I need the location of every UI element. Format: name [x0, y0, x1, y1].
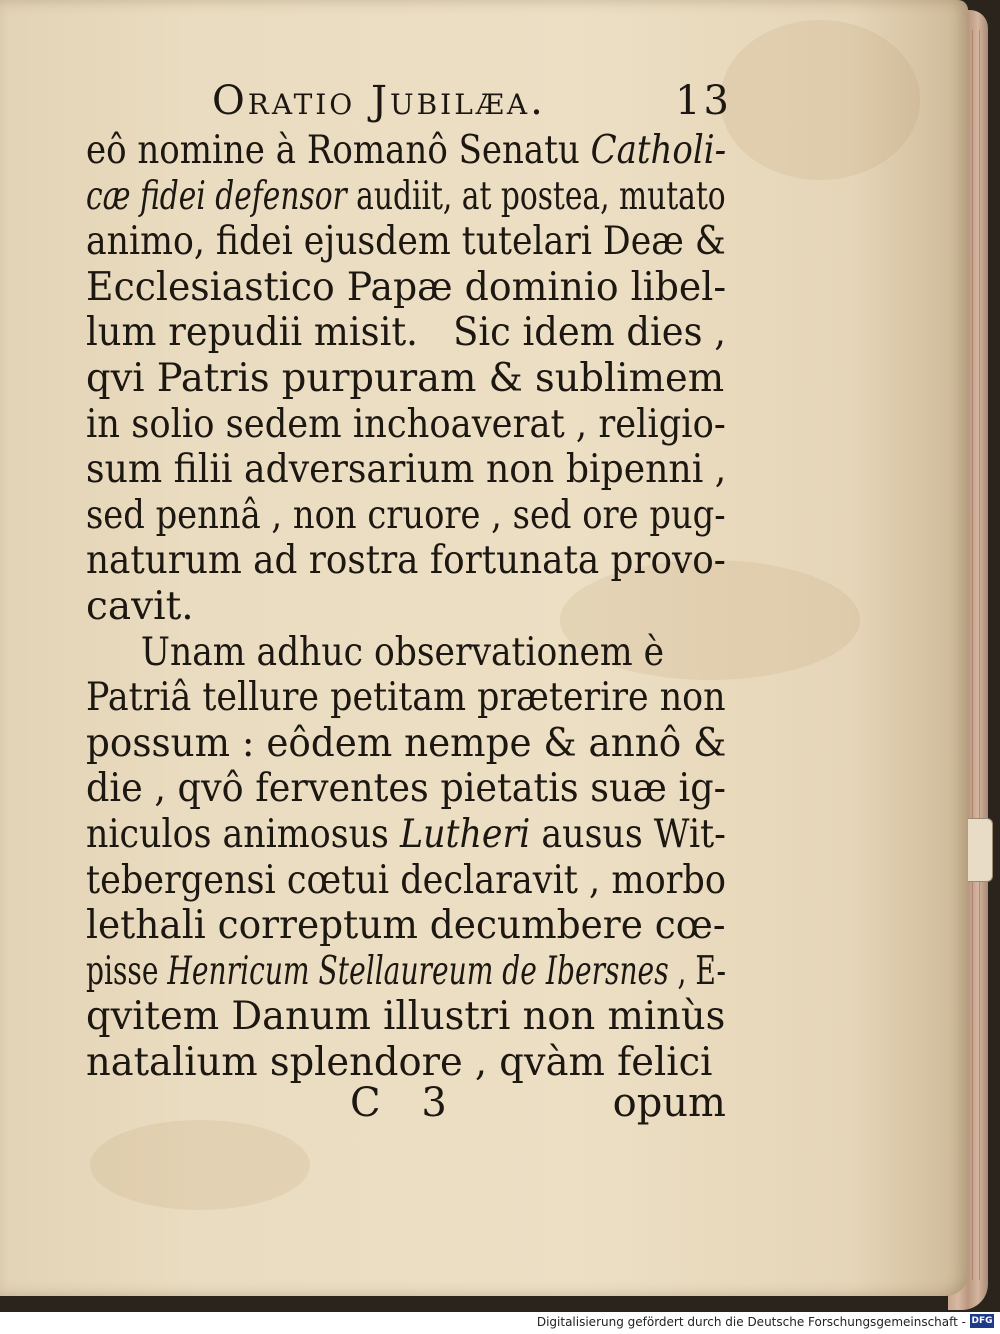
dfg-logo: DFG	[971, 1316, 993, 1326]
italic-segment: Henricum Stellaureum de Ibersnes	[167, 948, 669, 994]
page-footer	[86, 1080, 726, 1130]
text-segment: in solio sedem inchoaverat , religio-	[86, 401, 726, 447]
text-line	[86, 766, 726, 812]
text-line	[86, 356, 726, 402]
body-text	[86, 128, 736, 1085]
text-line	[86, 629, 665, 676]
text-segment: Patriâ tellure petitam præterire non	[86, 675, 726, 721]
text-segment: die , qvô ferventes pietatis suæ ig-	[86, 766, 726, 812]
text-segment: , E-	[668, 948, 726, 994]
text-segment: Unam adhuc observationem è	[140, 629, 665, 675]
text-line	[86, 264, 727, 311]
text-line	[86, 219, 726, 265]
text-line	[86, 948, 726, 995]
text-segment: niculos animosus	[86, 811, 400, 857]
signature-mark: C 3	[350, 1080, 461, 1126]
text-segment: sum filii adversarium non bipenni ,	[86, 447, 727, 493]
text-line	[86, 584, 736, 630]
text-line	[86, 720, 727, 767]
text-line	[86, 857, 726, 904]
page-number: 13	[675, 78, 732, 124]
text-segment: naturum ad rostra fortunata provo-	[86, 538, 726, 584]
text-segment: qvitem Danum illustri non minùs	[86, 994, 726, 1040]
text-line	[86, 903, 726, 949]
text-segment: animo, fidei ejusdem tutelari Deæ &	[86, 219, 726, 265]
text-segment: possum : eôdem nempe & annô &	[86, 720, 727, 766]
text-line	[86, 173, 726, 220]
text-segment: tebergensi cœtui declaravit , morbo	[86, 857, 726, 903]
text-line	[86, 492, 726, 539]
text-line	[86, 811, 726, 858]
text-segment: lethali correptum decumbere cœ-	[86, 903, 726, 949]
text-line	[86, 447, 727, 493]
text-segment: pisse	[86, 948, 168, 994]
text-segment: audiit, at postea, mutato	[346, 173, 726, 219]
text-segment: eô nomine à Romanô Senatu	[86, 128, 591, 173]
text-segment: cavit.	[86, 583, 194, 629]
text-line	[86, 128, 727, 174]
italic-segment: Catholi-	[590, 128, 727, 173]
text-segment: Ecclesiastico Papæ dominio libel-	[86, 264, 727, 310]
text-line	[86, 310, 726, 356]
text-segment: qvi Patris purpuram & sublimem	[86, 355, 725, 401]
text-line	[86, 538, 726, 584]
italic-segment: Lutheri	[399, 811, 531, 857]
text-line	[86, 1040, 726, 1086]
funding-credit: Digitalisierung gefördert durch die Deutsche Forschungsgemeinschaft -	[536, 1315, 966, 1329]
text-line	[86, 401, 726, 448]
running-head-title: Oratio Jubilæa.	[212, 78, 546, 124]
text-segment: ausus Wit-	[530, 811, 726, 857]
text-segment: lum repudii misit. Sic idem dies ,	[86, 310, 726, 356]
running-head	[212, 78, 732, 128]
text-line	[86, 994, 726, 1040]
italic-segment: cæ fidei defensor	[86, 173, 347, 219]
text-segment: sed pennâ , non cruore , sed ore pug-	[86, 492, 726, 538]
catchword: opum	[612, 1080, 726, 1126]
text-line	[86, 675, 726, 721]
text-segment: natalium splendore , qvàm felici	[86, 1039, 713, 1085]
